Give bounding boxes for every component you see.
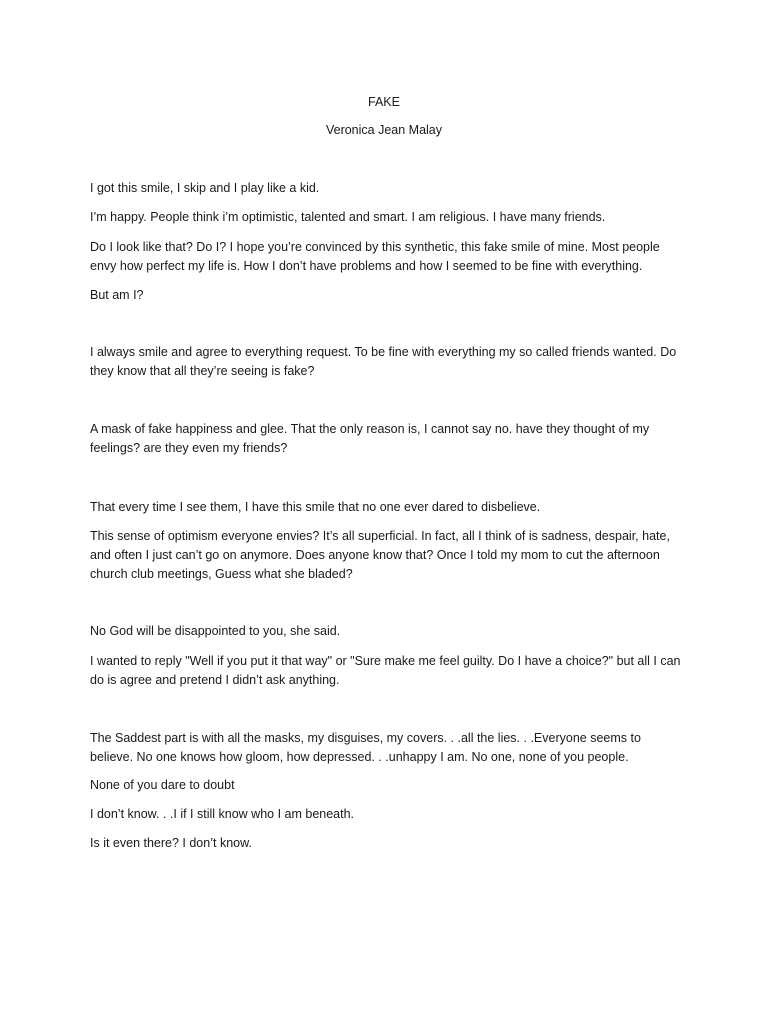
- paragraph: No God will be disappointed to you, she said.: [90, 624, 341, 638]
- paragraph: None of you dare to doubt: [90, 778, 235, 792]
- paragraph: I wanted to reply "Well if you put it that way" or "Sure make me feel guilty. Do I have a choice?" but all I can do is agree and pretend I didn’t ask anything.: [90, 654, 681, 687]
- paragraph: I always smile and agree to everything request. To be fine with everything my so called friends wanted. Do they know that all they’re seeing is fake?: [90, 345, 677, 378]
- paragraph: That every time I see them, I have this smile that no one ever dared to disbelieve.: [90, 500, 541, 514]
- paragraph: Is it even there? I don’t know.: [90, 836, 252, 850]
- document-author: Veronica Jean Malay: [325, 123, 443, 137]
- paragraph: I’m happy. People think i’m optimistic, talented and smart. I am religious. I have many friends.: [90, 210, 606, 224]
- paragraph: But am I?: [90, 288, 144, 302]
- paragraph: Do I look like that? Do I? I hope you’re convinced by this synthetic, this fake smile of mine. Most people envy how perfect my life is. How I don’t have problems and how I seemed to be fine with everything.: [90, 240, 660, 273]
- paragraph: This sense of optimism everyone envies? It’s all superficial. In fact, all I think of is sadness, despair, hate, and often I just can’t go on anymore. Does anyone know that? Once I told my mom to cut the afternoon church club meetings, Guess what she bladed?: [90, 529, 670, 581]
- paragraph: The Saddest part is with all the masks, my disguises, my covers. . .all the lies. . .Everyone seems to believe. No one knows how gloom, how depressed. . .unhappy I am. No one, none of you people.: [90, 731, 641, 764]
- paragraph: A mask of fake happiness and glee. That the only reason is, I cannot say no. have they thought of my feelings? are they even my friends?: [90, 422, 650, 455]
- paragraph: I don’t know. . .I if I still know who I am beneath.: [90, 807, 355, 821]
- paragraph: I got this smile, I skip and I play like a kid.: [90, 181, 320, 195]
- document-title: FAKE: [368, 95, 400, 109]
